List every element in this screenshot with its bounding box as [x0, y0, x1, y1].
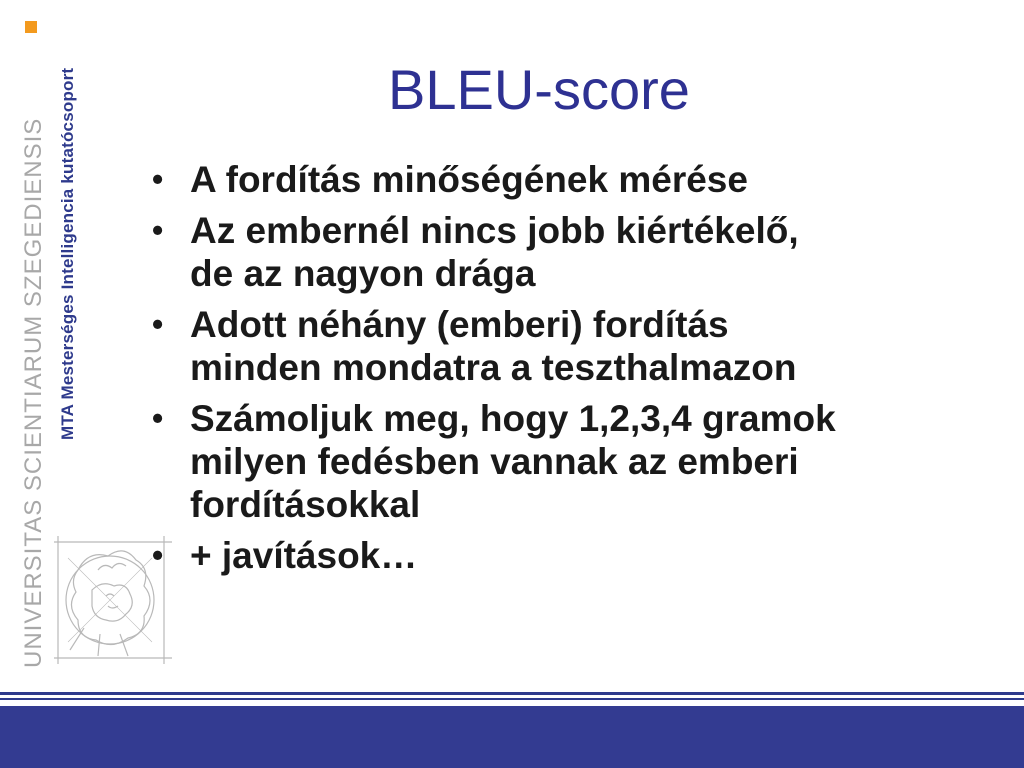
- bullet-text: minden mondatra a teszthalmazon: [190, 347, 797, 388]
- footer-band: [0, 706, 1024, 768]
- accent-square: [25, 21, 37, 33]
- bullet-marker: •: [152, 537, 164, 573]
- bullet-text: + javítások…: [190, 535, 418, 576]
- bullet-text: de az nagyon drága: [190, 253, 536, 294]
- bullet-text: milyen fedésben vannak az emberi: [190, 441, 799, 482]
- bullet-text: Adott néhány (emberi) fordítás: [190, 304, 729, 345]
- bullet-text: Számoljuk meg, hogy 1,2,3,4 gramok: [190, 398, 836, 439]
- university-name: UNIVERSITAS SCIENTIARUM SZEGEDIENSIS: [20, 117, 47, 668]
- slide-title: BLEU-score: [388, 58, 690, 121]
- bullet-item: [152, 209, 1012, 295]
- research-group-name: MTA Mesterséges Intelligencia kutatócsoport: [58, 67, 77, 440]
- bullet-marker: •: [152, 161, 164, 197]
- bullet-item: [152, 534, 1012, 577]
- bullet-marker: •: [152, 212, 164, 248]
- bullet-text: fordításokkal: [190, 484, 421, 525]
- bullet-item: [152, 397, 1012, 526]
- footer-rule-bottom: [0, 698, 1024, 700]
- bullet-marker: •: [152, 400, 164, 436]
- bullet-item: [152, 303, 1012, 389]
- footer-rule-top: [0, 692, 1024, 695]
- bullet-marker: •: [152, 306, 164, 342]
- bullet-text: Az embernél nincs jobb kiértékelő,: [190, 210, 799, 251]
- bullet-item: [152, 158, 1012, 201]
- footer-divider: [0, 692, 1024, 706]
- bullet-text: A fordítás minőségének mérése: [190, 159, 748, 200]
- bullet-list: [152, 158, 1012, 585]
